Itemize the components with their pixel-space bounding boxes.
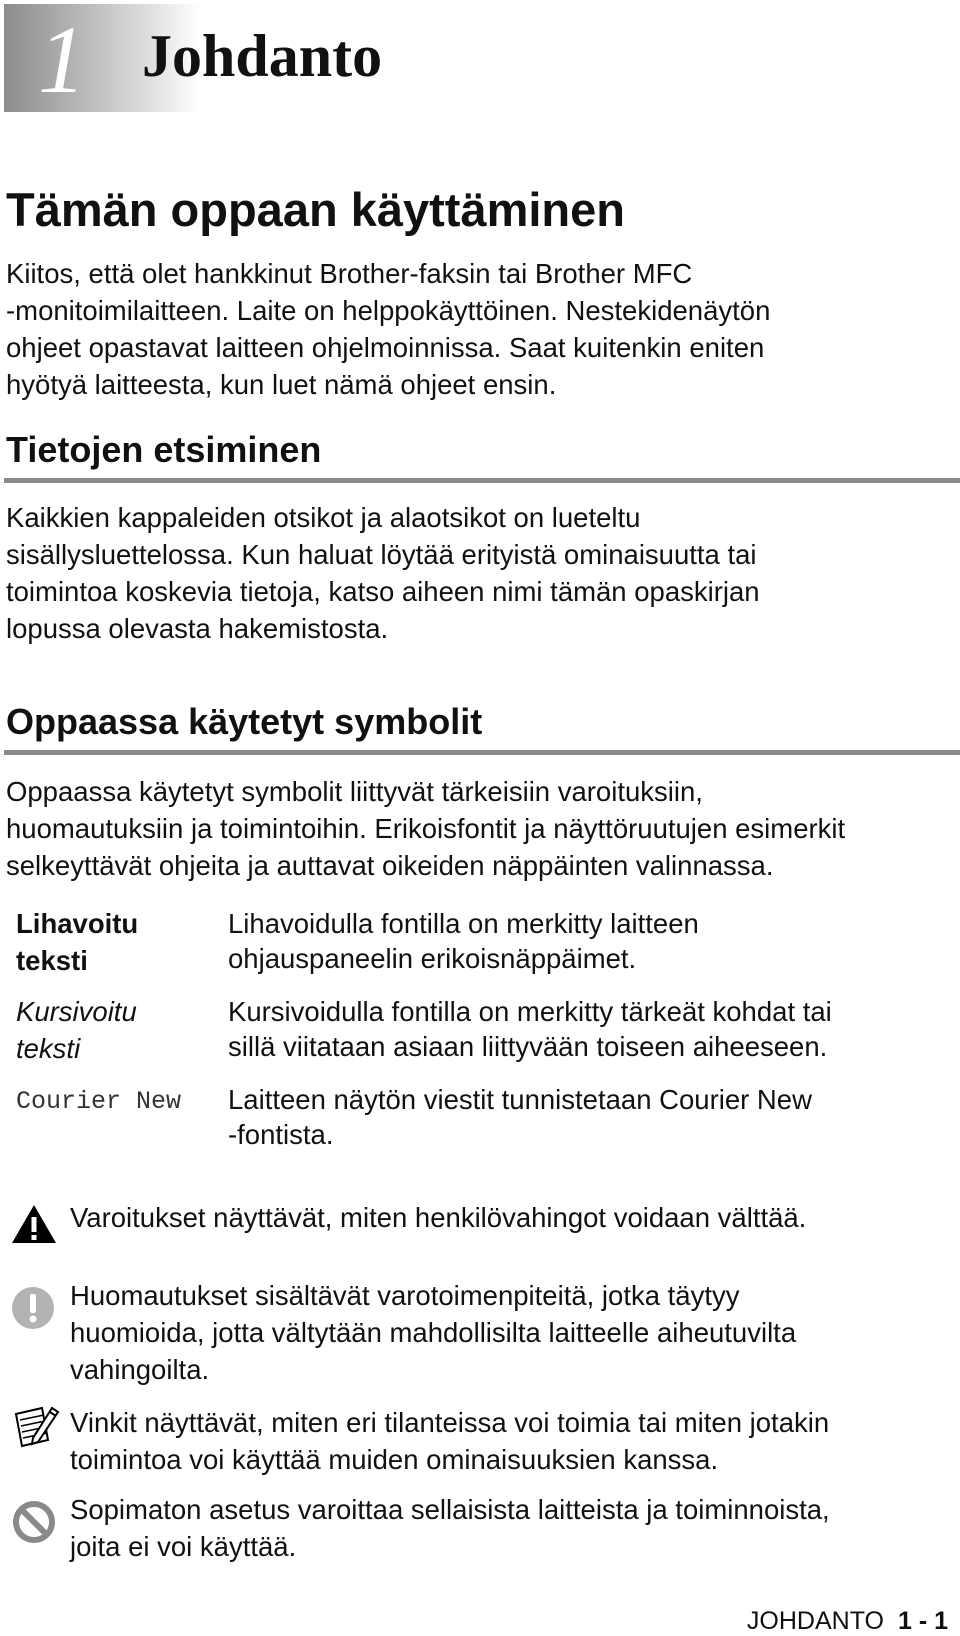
term-line: teksti bbox=[16, 945, 88, 976]
text-line: Sopimaton asetus varoittaa sellaisista laitteista ja toiminnoista, bbox=[70, 1494, 830, 1525]
term-line: teksti bbox=[16, 1033, 81, 1064]
chapter-title: Johdanto bbox=[142, 23, 383, 89]
term-line: Courier New bbox=[16, 1087, 182, 1116]
section-title: Tämän oppaan käyttäminen bbox=[6, 183, 625, 236]
warning-text bbox=[70, 1199, 950, 1236]
symbols-paragraph bbox=[6, 773, 956, 884]
term-courier-new bbox=[16, 1083, 216, 1120]
desc-line: Kursivoidulla fontilla on merkitty tärkeät kohdat tai bbox=[228, 996, 832, 1027]
prohibited-icon bbox=[12, 1500, 56, 1544]
text-line: lopussa olevasta hakemistosta. bbox=[6, 613, 389, 644]
text-line: selkeyttävät ohjeita ja auttavat oikeiden näppäinten valinnassa. bbox=[6, 850, 774, 881]
section-rule bbox=[4, 478, 960, 483]
chapter-number: 1 bbox=[38, 6, 86, 113]
text-line: vahingoilta. bbox=[70, 1354, 210, 1385]
desc-line: ohjauspaneelin erikoisnäppäimet. bbox=[228, 943, 637, 974]
term-line: Kursivoitu bbox=[16, 996, 137, 1027]
subsection-title-symbolit: Oppaassa käytetyt symbolit bbox=[6, 701, 483, 742]
page-number: 1 - 1 bbox=[897, 1607, 948, 1635]
text-line: Vinkit näyttävät, miten eri tilanteissa voi toimia tai miten jotakin bbox=[70, 1407, 830, 1438]
note-pencil-icon bbox=[12, 1404, 62, 1450]
intro-paragraph bbox=[6, 255, 956, 403]
caution-exclamation-icon bbox=[11, 1286, 55, 1330]
desc-courier-new bbox=[228, 1082, 948, 1152]
text-line: ohjeet opastavat laitteen ohjelmoinnissa. Saat kuitenkin eniten bbox=[6, 332, 765, 363]
text-line: huomautuksiin ja toimintoihin. Erikoisfontit ja näyttöruutujen esimerkit bbox=[6, 813, 846, 844]
text-line: -monitoimilaitteen. Laite on helppokäyttöinen. Nestekidenäytön bbox=[6, 295, 771, 326]
prohibited-text bbox=[70, 1491, 950, 1565]
term-italic-text bbox=[16, 993, 216, 1067]
footer-label: JOHDANTO bbox=[746, 1607, 884, 1635]
warning-triangle-icon bbox=[10, 1203, 58, 1245]
text-line: Kaikkien kappaleiden otsikot ja alaotsikot on lueteltu bbox=[6, 502, 641, 533]
desc-line: Laitteen näytön viestit tunnistetaan Courier New bbox=[228, 1084, 812, 1115]
text-line: Oppaassa käytetyt symbolit liittyvät tärkeisiin varoituksiin, bbox=[6, 776, 703, 807]
text-line: hyötyä laitteesta, kun luet nämä ohjeet ensin. bbox=[6, 369, 557, 400]
page-footer bbox=[747, 1606, 948, 1636]
text-line: sisällysluettelossa. Kun haluat löytää erityistä ominaisuutta tai bbox=[6, 539, 757, 570]
desc-line: Lihavoidulla fontilla on merkitty laitteen bbox=[228, 908, 699, 939]
section-rule bbox=[4, 750, 960, 755]
text-line: toimintoa koskevia tietoja, katso aiheen nimi tämän opaskirjan bbox=[6, 576, 760, 607]
desc-bold-text bbox=[228, 906, 948, 976]
text-line: toimintoa voi käyttää muiden ominaisuuksien kanssa. bbox=[70, 1444, 719, 1475]
desc-italic-text bbox=[228, 994, 948, 1064]
text-line: Huomautukset sisältävät varotoimenpiteitä, jotka täytyy bbox=[70, 1280, 740, 1311]
finding-info-paragraph bbox=[6, 499, 956, 647]
term-bold-text bbox=[16, 905, 216, 979]
tip-text bbox=[70, 1404, 950, 1478]
desc-line: -fontista. bbox=[228, 1119, 334, 1150]
term-line: Lihavoitu bbox=[16, 908, 139, 939]
caution-text bbox=[70, 1277, 950, 1388]
subsection-title-tietojen-etsiminen: Tietojen etsiminen bbox=[6, 429, 322, 470]
text-line: Varoitukset näyttävät, miten henkilövahingot voidaan välttää. bbox=[70, 1202, 807, 1233]
text-line: huomioida, jotta vältytään mahdollisilta laitteelle aiheutuvilta bbox=[70, 1317, 797, 1348]
desc-line: sillä viitataan asiaan liittyvään toiseen aiheeseen. bbox=[228, 1031, 828, 1062]
text-line: Kiitos, että olet hankkinut Brother-faksin tai Brother MFC bbox=[6, 258, 693, 289]
text-line: joita ei voi käyttää. bbox=[70, 1531, 297, 1562]
